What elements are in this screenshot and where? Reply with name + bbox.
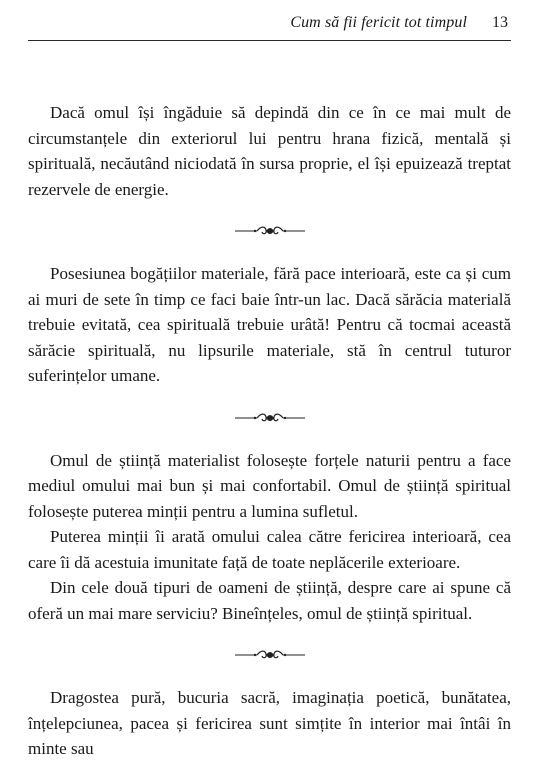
running-header-title: Cum să fii fericit tot timpul xyxy=(290,14,467,31)
paragraph: Dacă omul își îngăduie să depindă din ce în ce mai mult de circumstanțele din exteriorul lui pentru hrana fizică, mentală și spirituală, necăutând niciodată în sursa proprie, el își epuizează treptat rezervele de energie. xyxy=(28,103,511,199)
header-rule xyxy=(28,40,511,41)
paragraph: Din cele două tipuri de oameni de știință, despre care ai spune că oferă un mai mare serviciu? Bineînțeles, omul de știință spiritual. xyxy=(28,578,511,623)
flourish-divider-icon xyxy=(28,405,511,431)
flourish-divider-icon xyxy=(28,218,511,244)
page-number: 13 xyxy=(492,14,508,31)
paragraph: Posesiunea bogățiilor materiale, fără pace interioară, este ca și cum ai muri de sete în timp ce faci baie într-un lac. Dacă sărăcia materială trebuie evitată, cea spirituală trebuie urâtă! Pentru că tocmai această sărăcie spirituală, nu lipsurile materiale, stă în centrul tuturor suferințelor umane. xyxy=(28,264,511,385)
paragraph: Omul de știință materialist folosește forțele naturii pentru a face mediul omului mai bun și mai confortabil. Omul de știință spiritual folosește puterea minții pentru a lumina sufletul. xyxy=(28,450,511,521)
paragraph: Puterea minții îi arată omului calea către fericirea interioară, cea care îi dă acestuia imunitate față de toate neplăcerile exterioare. xyxy=(28,527,511,572)
paragraph: Dragostea pură, bucuria sacră, imaginația poetică, bunătatea, înțelepciunea, pacea și fericirea sunt simțite în interior mai întâi în minte sau xyxy=(28,688,511,758)
page-body xyxy=(28,100,511,762)
flourish-divider-icon xyxy=(28,642,511,668)
